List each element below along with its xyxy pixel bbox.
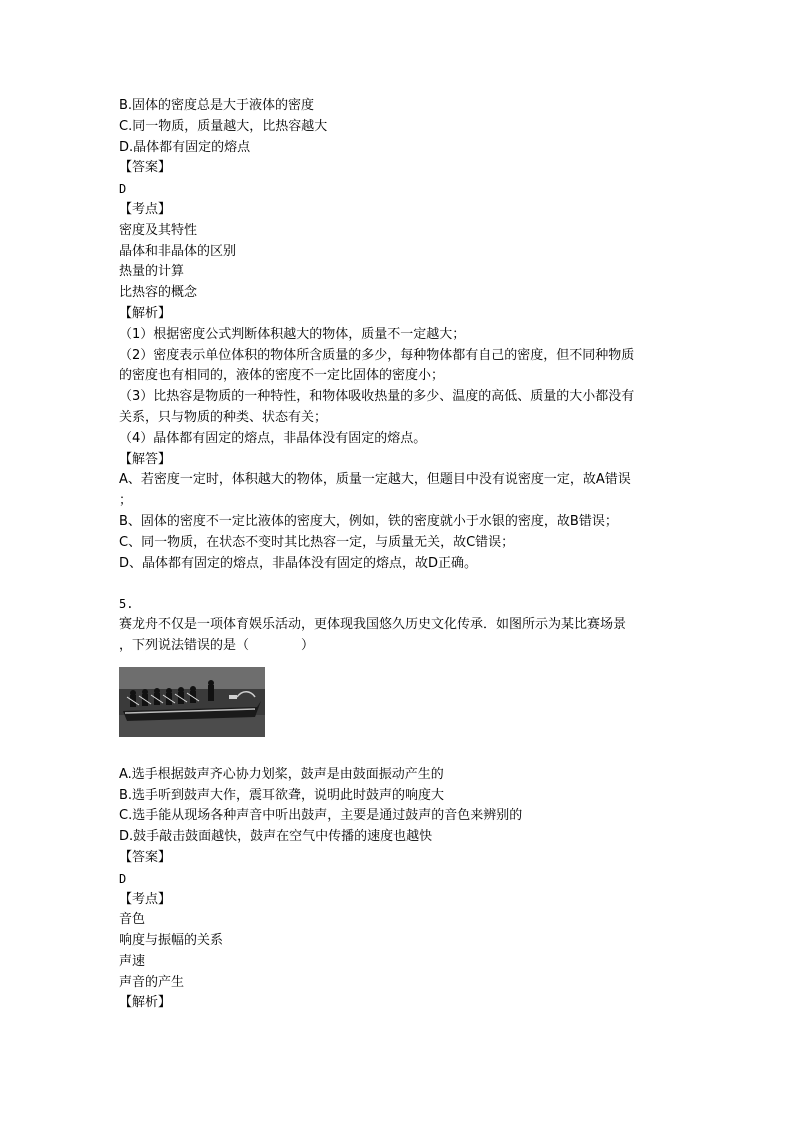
document-content bbox=[119, 96, 679, 1014]
jiexi-line: 的密度也有相同的，液体的密度不一定比固体的密度小； bbox=[119, 368, 445, 384]
answer-value: D bbox=[119, 182, 127, 197]
jieda-line: D、晶体都有固定的熔点，非晶体没有固定的熔点，故D正确。 bbox=[119, 555, 478, 571]
kaodian-heading: 【考点】 bbox=[119, 201, 172, 217]
jieda-heading: 【解答】 bbox=[119, 451, 172, 467]
question-stem: 赛龙舟不仅是一项体育娱乐活动，更体现我国悠久历史文化传承．如图所示为某比赛场景 bbox=[119, 617, 627, 633]
jiexi-line: 关系，只与物质的种类、状态有关； bbox=[119, 409, 328, 425]
kaodian-item: 比热容的概念 bbox=[119, 285, 198, 301]
answer-heading: 【答案】 bbox=[119, 160, 172, 176]
spacer bbox=[119, 574, 679, 594]
answer-heading: 【答案】 bbox=[119, 849, 172, 865]
kaodian-item: 音色 bbox=[119, 912, 146, 928]
kaodian-item: 热量的计算 bbox=[119, 264, 185, 280]
question-number: 5. bbox=[119, 597, 134, 612]
jieda-line: A、若密度一定时，体积越大的物体，质量一定越大，但题目中没有说密度一定，故A错误 bbox=[119, 472, 631, 488]
kaodian-heading: 【考点】 bbox=[119, 891, 172, 907]
kaodian-item: 晶体和非晶体的区别 bbox=[119, 243, 237, 259]
jieda-line: C、同一物质，在状态不变时其比热容一定，与质量无关，故C错误； bbox=[119, 534, 515, 550]
jiexi-line: （4）晶体都有固定的熔点，非晶体没有固定的熔点。 bbox=[119, 430, 427, 446]
option-d: D.鼓手敲击鼓面越快，鼓声在空气中传播的速度也越快 bbox=[119, 829, 433, 845]
figure-container bbox=[119, 657, 679, 765]
jiexi-line: （2）密度表示单位体积的物体所含质量的多少，每种物体都有自己的密度，但不同种物质 bbox=[119, 347, 635, 363]
option-c: C.选手能从现场各种声音中听出鼓声，主要是通过鼓声的音色来辨别的 bbox=[119, 808, 523, 824]
option-b: B.选手听到鼓声大作，震耳欲聋，说明此时鼓声的响度大 bbox=[119, 787, 445, 803]
jiexi-line: （1）根据密度公式判断体积越大的物体，质量不一定越大； bbox=[119, 326, 466, 342]
jieda-line: B、固体的密度不一定比液体的密度大，例如，铁的密度就小于水银的密度，故B错误； bbox=[119, 513, 618, 529]
option-c: C.同一物质，质量越大，比热容越大 bbox=[119, 118, 328, 134]
jiexi-heading: 【解析】 bbox=[119, 305, 172, 321]
question-stem: ，下列说法错误的是（ ） bbox=[119, 637, 315, 653]
kaodian-item: 响度与振幅的关系 bbox=[119, 933, 224, 949]
option-b: B.固体的密度总是大于液体的密度 bbox=[119, 98, 315, 113]
kaodian-item: 声速 bbox=[119, 953, 146, 969]
answer-value: D bbox=[119, 871, 127, 886]
jiexi-heading: 【解析】 bbox=[119, 995, 172, 1011]
dragon-boat-photo bbox=[119, 667, 265, 737]
jieda-line: ； bbox=[119, 493, 133, 509]
option-a: A.选手根据鼓声齐心协力划桨，鼓声是由鼓面振动产生的 bbox=[119, 766, 444, 782]
option-d: D.晶体都有固定的熔点 bbox=[119, 139, 251, 155]
kaodian-item: 声音的产生 bbox=[119, 974, 185, 990]
jiexi-line: （3）比热容是物质的一种特性，和物体吸收热量的多少、温度的高低、质量的大小都没有 bbox=[119, 389, 635, 405]
kaodian-item: 密度及其特性 bbox=[119, 222, 198, 238]
